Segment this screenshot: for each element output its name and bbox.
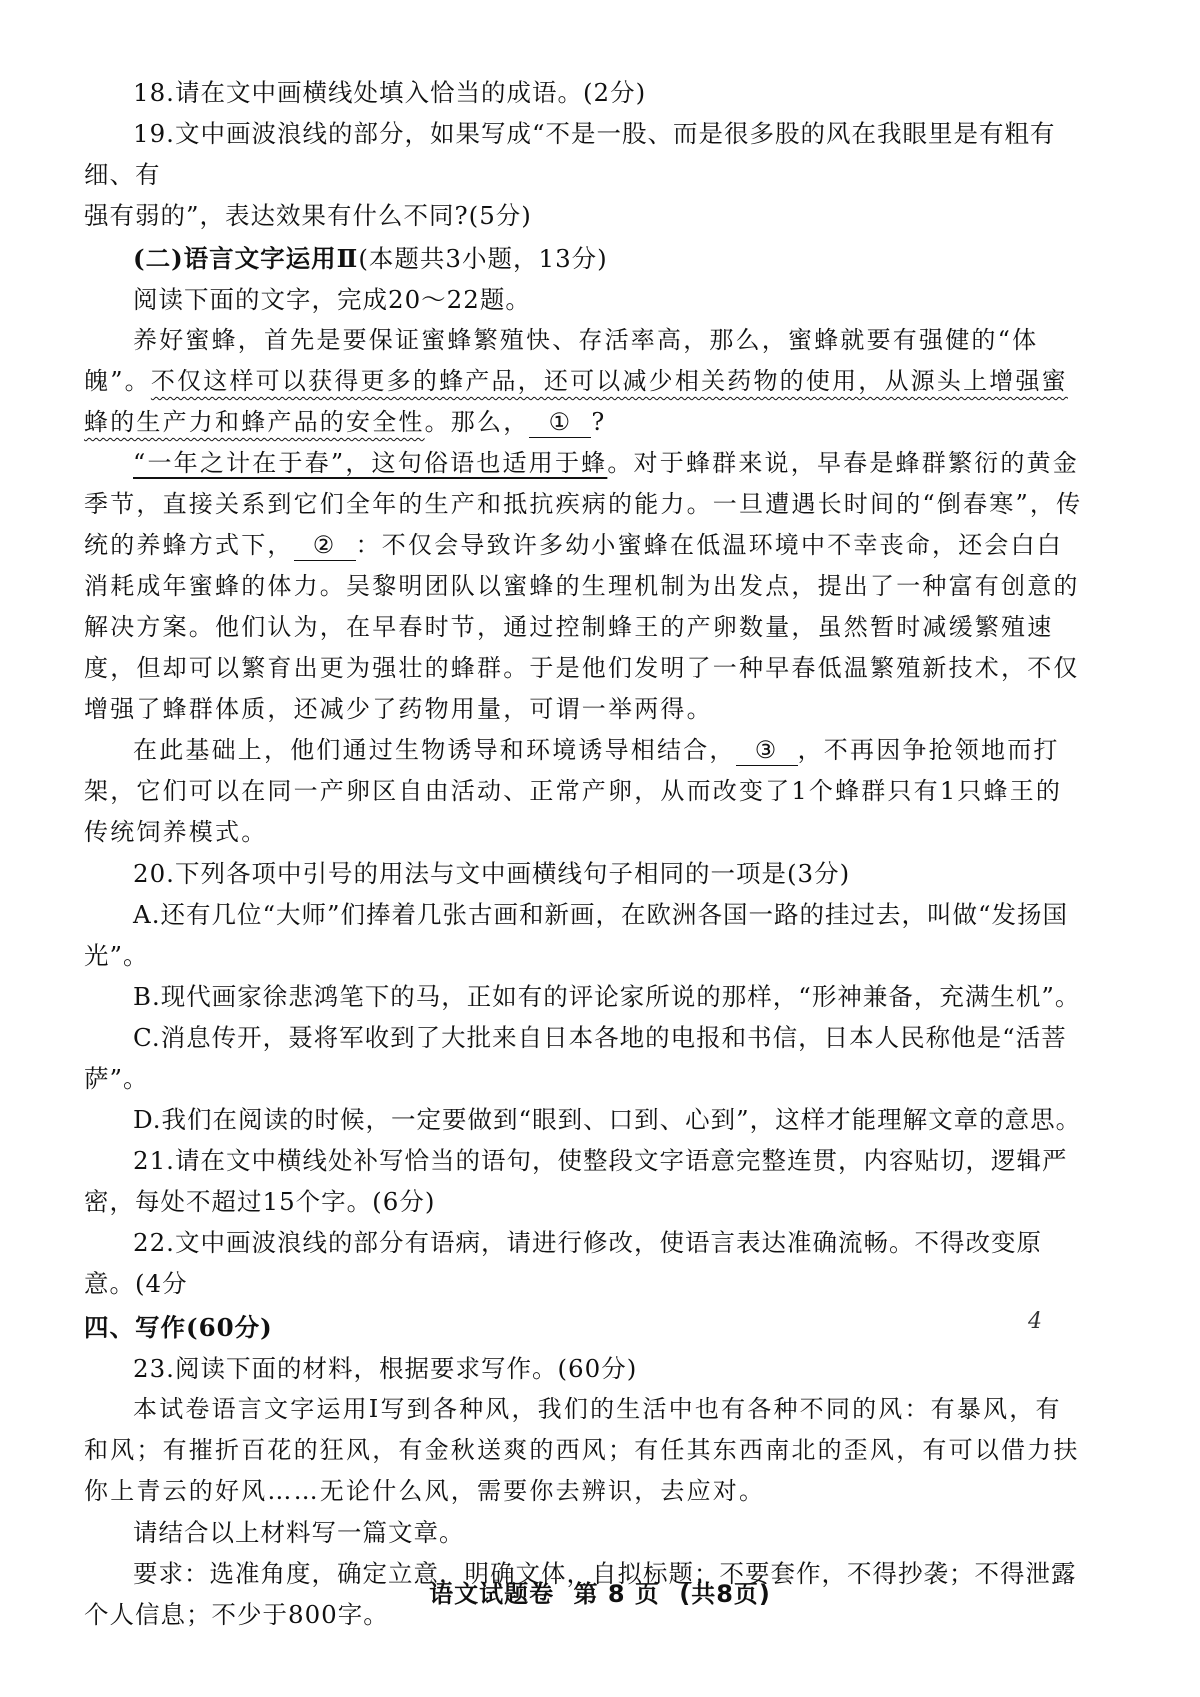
passage-p1-text: 养好蜜蜂，首先是要保证蜜蜂繁殖快、存活率高，那么，蜜蜂就要有强健的“体魄”。: [84, 326, 1039, 395]
reading-instruction: 阅读下面的文字，完成20～22题。: [133, 285, 531, 314]
passage-paragraph-2: [84, 443, 1084, 730]
section-2-meta: (本题共3小题，13分): [358, 244, 608, 273]
option-b: B.现代画家徐悲鸿笔下的马，正如有的评论家所说的那样，“形神兼备，充满生机”。: [133, 982, 1081, 1011]
blank-1: ①: [529, 407, 591, 438]
writing-material: 本试卷语言文字运用Ⅰ写到各种风，我们的生活中也有各种不同的风：有暴风，有和风；有摧折百花的狂风，有金秋送爽的西风；有任其东西南北的歪风，有可以借力扶你上青云的好风……无论什么风，需要你去辨识，去应对。: [84, 1395, 1080, 1505]
passage-p3-text: 在此基础上，他们通过生物诱导和环境诱导相结合，: [133, 736, 736, 764]
option-a: A.还有几位“大师”们捧着几张古画和新画，在欧洲各国一路的挂过去，叫做“发扬国光”。: [84, 900, 1069, 970]
passage-p1-question-mark: ?: [591, 408, 607, 436]
passage-p2-text-cont: ：不仅会导致许多幼小蜜蜂在低温环境中不幸丧命，还会白白消耗成年蜜蜂的体力。吴黎明团队以蜜蜂的生理机制为出发点，提出了一种富有创意的解决方案。他们认为，在早春时节，通过控制蜂王的产卵数量，虽然暂时减缓繁殖速度，但却可以繁育出更为强壮的蜂群。于是他们发明了一种早春低温繁殖新技术，不仅增强了蜂群体质，还减少了药物用量，可谓一举两得。: [84, 531, 1080, 723]
section-2-title: (二)语言文字运用Ⅱ: [133, 244, 359, 273]
page-footer: [0, 1574, 1200, 1609]
option-c: C.消息传开，聂将军收到了大批来自日本各地的电报和书信，日本人民称他是“活菩萨”。: [84, 1023, 1067, 1093]
question-19-line1: 19.文中画波浪线的部分，如果写成“不是一股、而是很多股的风在我眼里是有粗有细、有: [84, 119, 1056, 189]
question-18: 18.请在文中画横线处填入恰当的成语。(2分): [133, 78, 647, 107]
option-d: D.我们在阅读的时候，一定要做到“眼到、口到、心到”，这样才能理解文章的意思。: [133, 1105, 1082, 1134]
section-2-heading: [84, 238, 1084, 279]
page-content: [84, 72, 1084, 1635]
question-21: 21.请在文中横线处补写恰当的语句，使整段文字语意完整连贯，内容贴切，逻辑严密，每处不超过15个字。(6分): [84, 1146, 1068, 1216]
footer-total-pages: (共8页): [679, 1580, 771, 1608]
question-19-cont: 强有弱的”，表达效果有什么不同?(5分): [84, 201, 532, 230]
question-20-stem: 20.下列各项中引号的用法与文中画横线句子相同的一项是(3分): [133, 859, 851, 888]
footer-page-number: 第 8 页: [573, 1580, 660, 1608]
question-22: 22.文中画波浪线的部分有语病，请进行修改，使语言表达准确流畅。不得改变原意。(4分: [84, 1228, 1042, 1298]
section-4-heading: 四、写作(60分): [84, 1313, 273, 1342]
passage-p2-text: 。对于蜂群来说，早春是蜂群繁衍的黄金季节，直接关系到它们全年的生产和抵抗疾病的能力。一旦遭遇长时间的“倒春寒”，传统的养蜂方式下，: [84, 449, 1083, 559]
handwritten-mark: 4: [1028, 1309, 1042, 1334]
blank-3: ③: [736, 735, 798, 766]
passage-p3-text-cont: ，不再因争抢领地而打架，它们可以在同一产卵区自由活动、正常产卵，从而改变了1个蜂群只有1只蜂王的传统饲养模式。: [84, 736, 1063, 846]
underlined-quote-sentence: “一年之计在于春”，这句俗语也适用于蜂: [133, 449, 608, 477]
passage-paragraph-3: [84, 730, 1084, 853]
writing-prompt: 请结合以上材料写一篇文章。: [133, 1518, 465, 1547]
question-23-stem: 23.阅读下面的材料，根据要求写作。(60分): [133, 1354, 638, 1383]
footer-title: 语文试题卷: [429, 1580, 555, 1608]
passage-paragraph-1: [84, 320, 1084, 443]
passage-p1-text-end: 。那么，: [424, 408, 530, 436]
wavy-underlined-sentence: 不仅这样可以获得更多的蜂产品，还可以减少相关药物的使用，从源头上增强蜜蜂的生产力和蜂产品的安全性: [84, 367, 1068, 436]
question-19: [84, 113, 1084, 195]
blank-2: ②: [294, 530, 356, 561]
writing-requirements: 要求：选准角度，确定立意，明确文体，自拟标题；不要套作，不得抄袭；不得泄露个人信息；不少于800字。: [84, 1559, 1077, 1629]
